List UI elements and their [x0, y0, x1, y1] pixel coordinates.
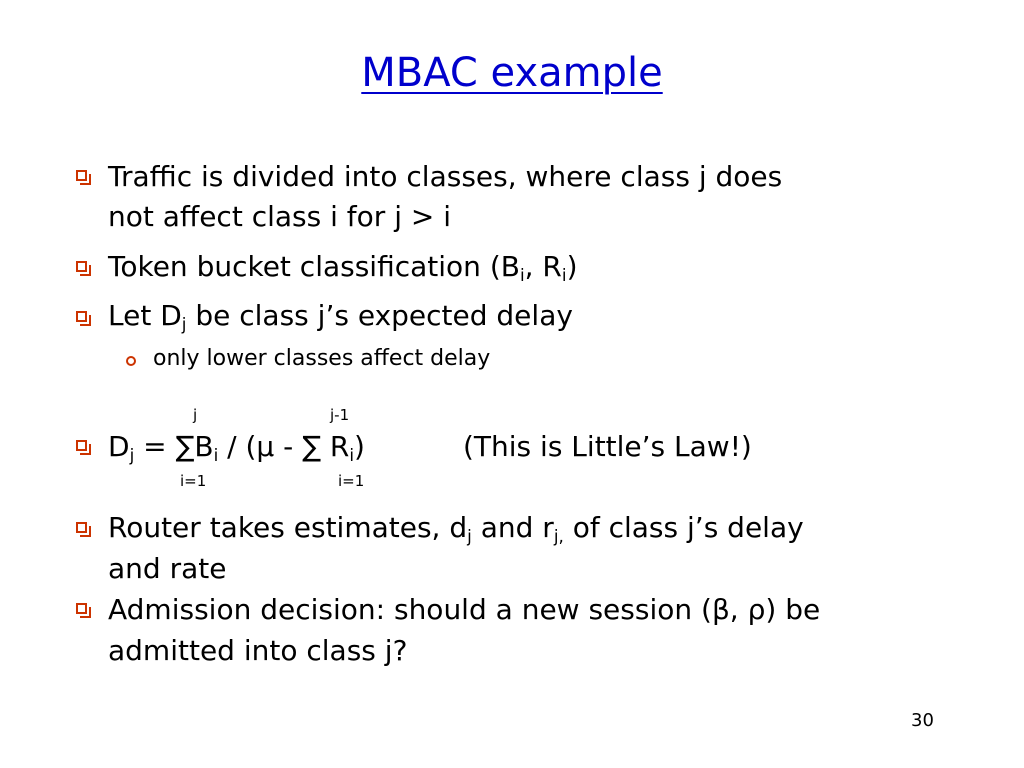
- slide-title: MBAC example: [361, 50, 663, 96]
- bullet-text: Admission decision: should a new session (β, ρ) be: [108, 593, 821, 626]
- page-number: 30: [911, 710, 934, 731]
- bullet-marker: [76, 170, 87, 181]
- bullet-text: Router takes estimates, $d_j$ and $r_{j,}$ of class j’s delay: [108, 511, 804, 546]
- bullet-text: Traffic is divided into classes, where class j does: [108, 160, 783, 193]
- sub-bullet-text: only lower classes affect delay: [153, 346, 491, 371]
- formula-note: (This is Little’s Law!): [463, 430, 752, 463]
- bullet-marker: [76, 440, 87, 451]
- sub-bullet-marker: [126, 356, 136, 366]
- bullet-text-continued: and rate: [108, 552, 227, 585]
- bullet-marker: [76, 522, 87, 533]
- bullet-text-continued: admitted into class j?: [108, 634, 408, 667]
- delay-formula: $D_j = \sum B_i / (\mu$ - ∑ $R_i$): [108, 430, 365, 465]
- sum2-upper-limit: j-1: [330, 406, 350, 424]
- sum2-lower-limit: i=1: [338, 472, 365, 490]
- bullet-text: Let $D_j$ be class j’s expected delay: [108, 299, 573, 334]
- bullet-text: Token bucket classification ($B_i$, $R_i$): [108, 250, 578, 285]
- sum1-lower-limit: i=1: [180, 472, 207, 490]
- bullet-marker: [76, 603, 87, 614]
- bullet-marker: [76, 311, 87, 322]
- bullet-text-continued: not affect class i for j > i: [108, 200, 452, 233]
- bullet-marker: [76, 261, 87, 272]
- sum1-upper-limit: j: [193, 406, 198, 424]
